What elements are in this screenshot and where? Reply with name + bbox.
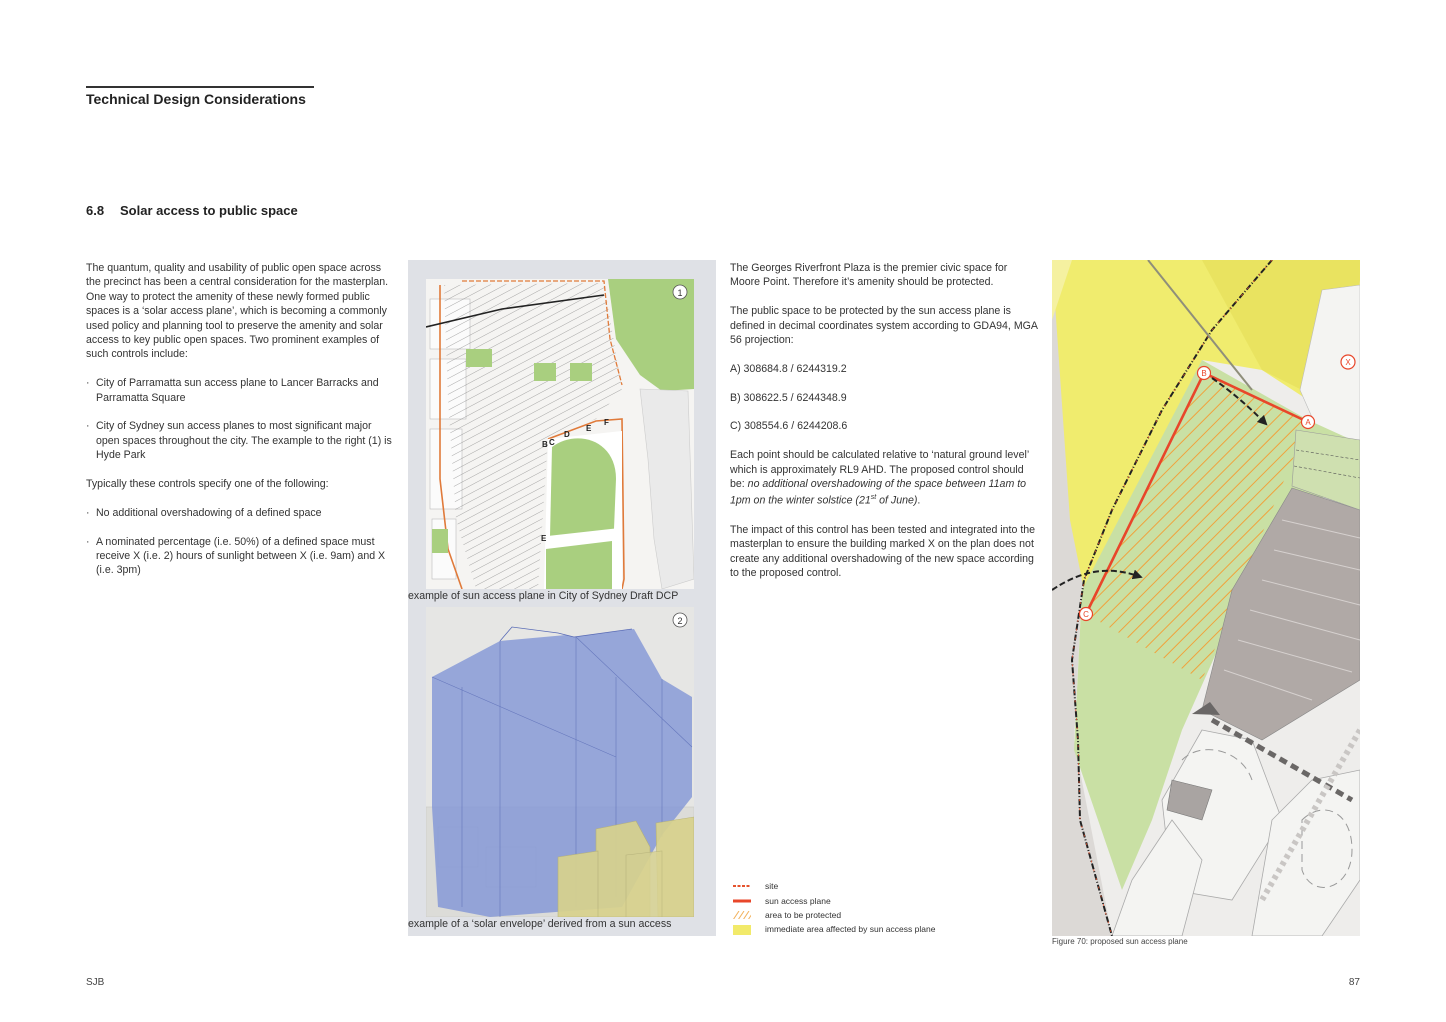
right-text-column — [730, 261, 1040, 595]
image1-caption: example of sun access plane in City of Sydney Draft DCP — [408, 590, 679, 602]
section-number: 6.8 — [86, 203, 105, 218]
figure-caption: Figure 70: proposed sun access plane — [1052, 937, 1188, 946]
bullet-item: · City of Parramatta sun access plane to Lancer Barracks and Parramatta Square — [86, 376, 396, 405]
page-header-title: Technical Design Considerations — [86, 91, 306, 107]
image1-badge: 1 — [677, 288, 683, 298]
map-letter: F — [604, 418, 609, 427]
coordinate-c: C) 308554.6 / 6244208.6 — [730, 420, 848, 433]
header-rule — [86, 86, 314, 88]
sun-access-plane-figure — [1052, 260, 1360, 936]
control-paragraph: Each point should be calculated relative to ‘natural ground level’ which is approximately RL9 AHD. The proposed control should be: no additional overshadowing of the space between 11am to 1pm on the winter solstice (21st of June). — [730, 449, 1029, 507]
map-letter: B — [542, 440, 548, 449]
sun-access-line-icon — [733, 897, 751, 905]
point-a-label: A — [1305, 418, 1311, 427]
point-b-label: B — [1201, 369, 1207, 378]
bullet-item: · No additional overshadowing of a defined space — [86, 506, 396, 520]
map-letter: E — [586, 424, 592, 433]
page-number: 87 — [1348, 977, 1360, 988]
typically-paragraph: Typically these controls specify one of the following: — [86, 478, 329, 491]
left-text-column — [86, 261, 396, 592]
bullet-item: · A nominated percentage (i.e. 50%) of a defined space must receive X (i.e. 2) hours of sunlight between X (i.e. 9am) and X (i.e. 3pm) — [86, 535, 396, 578]
section-title — [86, 203, 298, 218]
point-c-label: C — [1083, 610, 1089, 619]
site-line-icon — [733, 882, 751, 890]
intro-paragraph: The quantum, quality and usability of public open space across the precinct has been a central consideration for the masterplan. One way to protect the amenity of these newly formed public spaces is a ‘solar access plane’, which is becoming a commonly used policy and planning tool to preserve the amenity and solar access to key public open spaces. Two prominent examples of such controls include: — [86, 262, 389, 361]
map-letter: D — [564, 430, 570, 439]
building-x-label: X — [1345, 358, 1351, 367]
plaza-paragraph: The Georges Riverfront Plaza is the premier civic space for Moore Point. Therefore it’s amenity should be protected. — [730, 262, 1008, 289]
coordinate-a: A) 308684.8 / 6244319.2 — [730, 362, 847, 375]
section-heading: Solar access to public space — [120, 203, 298, 218]
solar-envelope-image — [426, 607, 694, 917]
bullet-item: · City of Sydney sun access planes to most significant major open spaces throughout the city. The example to the right (1) is Hyde Park — [86, 419, 396, 462]
impact-paragraph: The impact of this control has been tested and integrated into the masterplan to ensure the building marked X on the plan does not create any additional overshadowing of the new space according to the proposed control. — [730, 523, 1036, 579]
yellow-swatch-icon — [733, 925, 751, 935]
protected-space-paragraph: The public space to be protected by the sun access plane is defined in decimal coordinates system according to GDA94, MGA 56 projection: — [730, 305, 1038, 347]
map-letter: C — [549, 438, 555, 447]
footer-brand: SJB — [86, 977, 105, 988]
hatch-swatch-icon — [733, 911, 751, 919]
image2-badge: 2 — [677, 616, 683, 626]
hyde-park-map-image — [426, 279, 694, 589]
image2-caption: example of a ‘solar envelope’ derived from a sun access — [408, 918, 672, 930]
coordinate-b: B) 308622.5 / 6244348.9 — [730, 391, 847, 404]
map-letter: E — [541, 534, 547, 543]
